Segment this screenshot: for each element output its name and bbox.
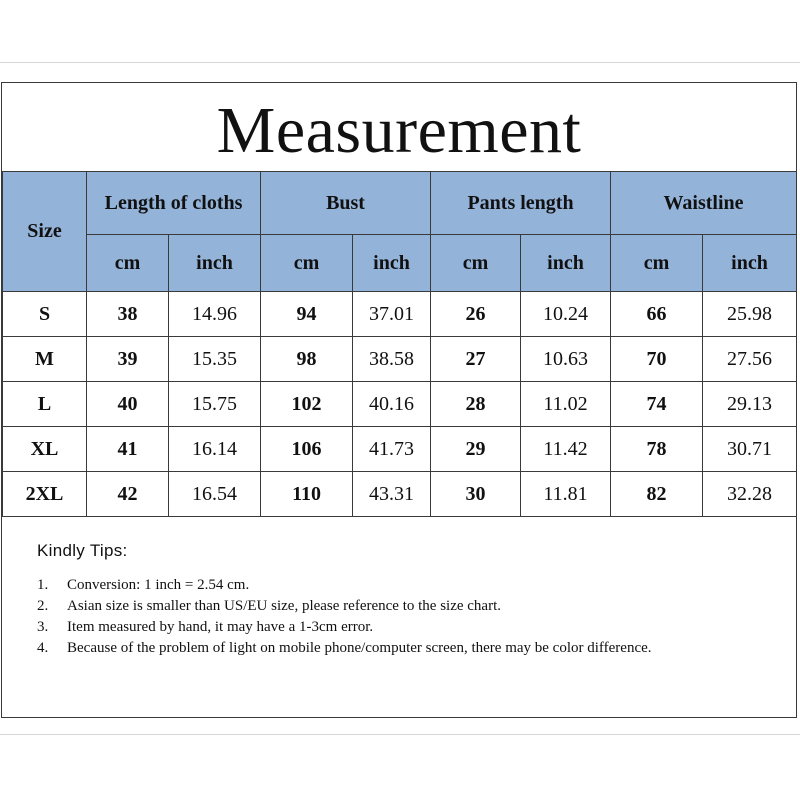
table-cell: 30 [431,472,521,517]
table-row [3,292,797,337]
list-item-number: 2. [37,598,49,614]
table-row [3,427,797,472]
table-cell: 11.42 [521,427,611,472]
table-cell: 29 [431,427,521,472]
table-cell: 38 [87,292,169,337]
group-header-pants-length: Pants length [431,172,611,235]
table-cell: 43.31 [353,472,431,517]
table-cell: 30.71 [703,427,797,472]
list-item-text: Because of the problem of light on mobile phone/computer screen, there may be color difference. [67,640,652,656]
table-cell: 110 [261,472,353,517]
table-cell: 28 [431,382,521,427]
list-item-number: 1. [37,577,49,593]
table-cell: 15.75 [169,382,261,427]
size-column-header: Size [3,172,87,292]
size-chart [1,82,797,718]
list-item [37,575,777,596]
table-cell: 40.16 [353,382,431,427]
table-cell: 25.98 [703,292,797,337]
list-item-text: Conversion: 1 inch = 2.54 cm. [67,577,250,593]
table-cell: 98 [261,337,353,382]
table-cell: 74 [611,382,703,427]
table-cell: 41.73 [353,427,431,472]
kindly-tips [37,541,777,659]
list-item [37,617,777,638]
list-item-text: Item measured by hand, it may have a 1-3cm error. [67,619,374,635]
table-cell: 39 [87,337,169,382]
tips-title: Kindly Tips: [37,541,128,560]
table-cell: 38.58 [353,337,431,382]
list-item-number: 3. [37,619,49,635]
table-cell: 27.56 [703,337,797,382]
table-cell: 66 [611,292,703,337]
table-cell: 15.35 [169,337,261,382]
table-row [3,382,797,427]
table-row [3,472,797,517]
size-table [2,171,797,517]
group-header-waistline: Waistline [611,172,797,235]
chart-title: Measurement [216,94,582,167]
table-header-row [3,172,797,235]
table-cell: 11.02 [521,382,611,427]
group-header-length: Length of cloths [87,172,261,235]
unit-header-cm: cm [261,235,353,292]
table-cell: 82 [611,472,703,517]
top-divider [0,62,800,63]
table-cell: 78 [611,427,703,472]
table-cell: 102 [261,382,353,427]
bottom-divider [0,734,800,735]
list-item-text: Asian size is smaller than US/EU size, please reference to the size chart. [67,598,501,614]
tips-list [37,575,777,659]
size-cell: S [3,292,87,337]
unit-header-inch: inch [169,235,261,292]
table-cell: 37.01 [353,292,431,337]
table-cell: 16.14 [169,427,261,472]
table-cell: 106 [261,427,353,472]
table-row [3,337,797,382]
table-cell: 11.81 [521,472,611,517]
table-cell: 70 [611,337,703,382]
size-cell: L [3,382,87,427]
group-header-bust: Bust [261,172,431,235]
table-cell: 94 [261,292,353,337]
unit-header-cm: cm [431,235,521,292]
list-item-number: 4. [37,640,49,656]
unit-header-inch: inch [703,235,797,292]
table-unit-row [3,235,797,292]
list-item [37,596,777,617]
table-cell: 42 [87,472,169,517]
unit-header-cm: cm [611,235,703,292]
table-cell: 41 [87,427,169,472]
size-cell: M [3,337,87,382]
table-cell: 27 [431,337,521,382]
table-cell: 29.13 [703,382,797,427]
table-cell: 40 [87,382,169,427]
table-cell: 16.54 [169,472,261,517]
table-cell: 14.96 [169,292,261,337]
table-cell: 10.63 [521,337,611,382]
unit-header-inch: inch [353,235,431,292]
table-cell: 32.28 [703,472,797,517]
size-cell: 2XL [3,472,87,517]
unit-header-inch: inch [521,235,611,292]
list-item [37,638,777,659]
unit-header-cm: cm [87,235,169,292]
table-cell: 10.24 [521,292,611,337]
size-cell: XL [3,427,87,472]
table-cell: 26 [431,292,521,337]
